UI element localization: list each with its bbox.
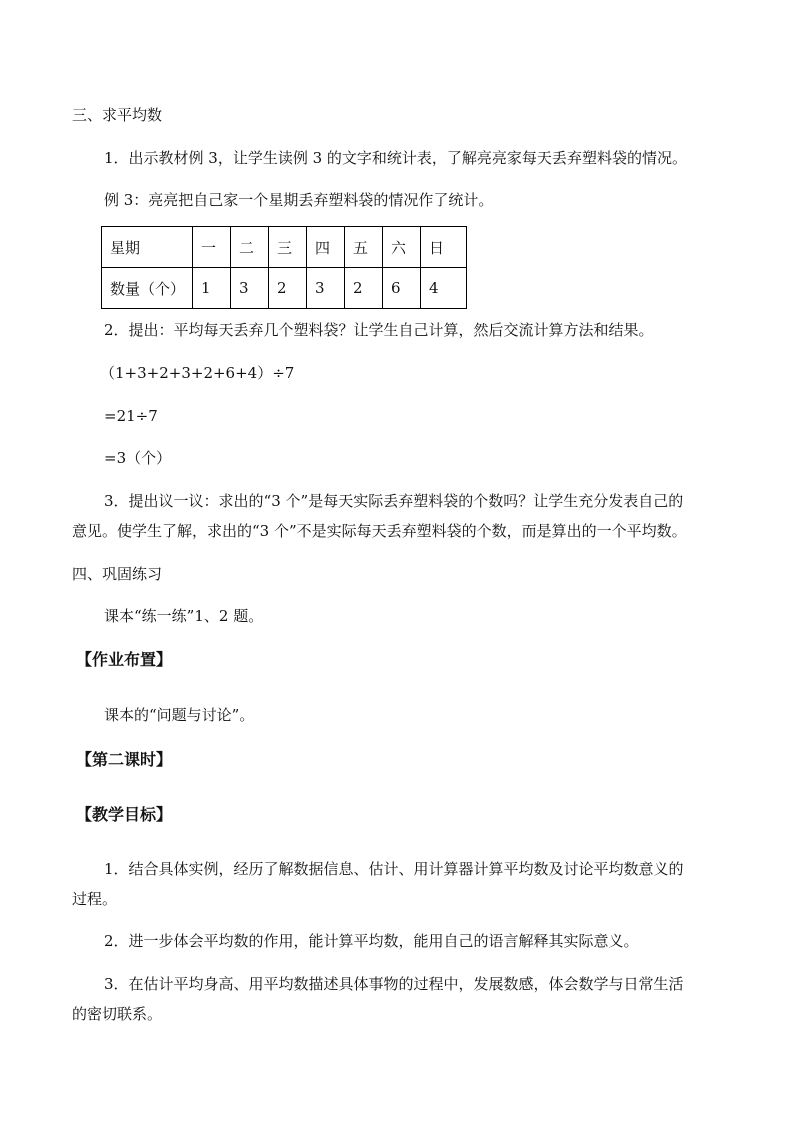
table-cell: 1: [193, 268, 231, 309]
calculation-line-1: （1+3+2+3+2+6+4）÷7: [100, 364, 295, 382]
teaching-goals-heading: 【教学目标】: [76, 805, 173, 824]
homework-text: 课本的“问题与讨论”。: [104, 706, 255, 724]
goal-3-line-1: 3．在估计平均身高、用平均数描述具体事物的过程中，发展数感，体会数学与日常生活: [104, 975, 684, 993]
table-data-row: [102, 268, 467, 309]
practice-text: 课本“练一练”1、2 题。: [104, 607, 264, 625]
section-4-title: 四、巩固练习: [72, 565, 163, 583]
calculation-line-3: =3（个）: [104, 449, 172, 467]
table-cell: 2: [269, 268, 307, 309]
table-cell: 4: [421, 268, 467, 309]
paragraph-3-line-1: 3．提出议一议：求出的“3 个”是每天实际丢弃塑料袋的个数吗？让学生充分发表自己的: [104, 492, 684, 510]
table-cell: 星期: [102, 227, 193, 268]
goal-1-line-2: 过程。: [72, 890, 118, 908]
calculation-line-2: =21÷7: [104, 407, 158, 425]
table-cell: 一: [193, 227, 231, 268]
paragraph-1: 1．出示教材例 3，让学生读例 3 的文字和统计表，了解亮亮家每天丢弃塑料袋的情况。: [104, 149, 687, 167]
statistics-table: [101, 226, 467, 309]
table-cell: 3: [231, 268, 269, 309]
table-cell: 6: [383, 268, 421, 309]
table-header-row: [102, 227, 467, 268]
table-cell: 数量（个）: [102, 268, 193, 309]
table-cell: 三: [269, 227, 307, 268]
example-intro: 例 3：亮亮把自己家一个星期丢弃塑料袋的情况作了统计。: [104, 191, 494, 209]
goal-1-line-1: 1．结合具体实例，经历了解数据信息、估计、用计算器计算平均数及讨论平均数意义的: [104, 860, 684, 878]
homework-heading: 【作业布置】: [76, 650, 173, 669]
lesson-2-heading: 【第二课时】: [76, 750, 173, 769]
table-cell: 六: [383, 227, 421, 268]
paragraph-2: 2．提出：平均每天丢弃几个塑料袋？让学生自己计算，然后交流计算方法和结果。: [104, 321, 654, 339]
table-cell: 日: [421, 227, 467, 268]
table-cell: 2: [345, 268, 383, 309]
goal-2: 2．进一步体会平均数的作用，能计算平均数，能用自己的语言解释其实际意义。: [104, 932, 639, 950]
table-cell: 3: [307, 268, 345, 309]
table-cell: 五: [345, 227, 383, 268]
paragraph-3-line-2: 意见。使学生了解，求出的“3 个”不是实际每天丢弃塑料袋的个数，而是算出的一个平均数。: [72, 522, 687, 540]
section-3-title: 三、求平均数: [72, 106, 163, 124]
table-cell: 二: [231, 227, 269, 268]
goal-3-line-2: 的密切联系。: [72, 1005, 163, 1023]
table-cell: 四: [307, 227, 345, 268]
